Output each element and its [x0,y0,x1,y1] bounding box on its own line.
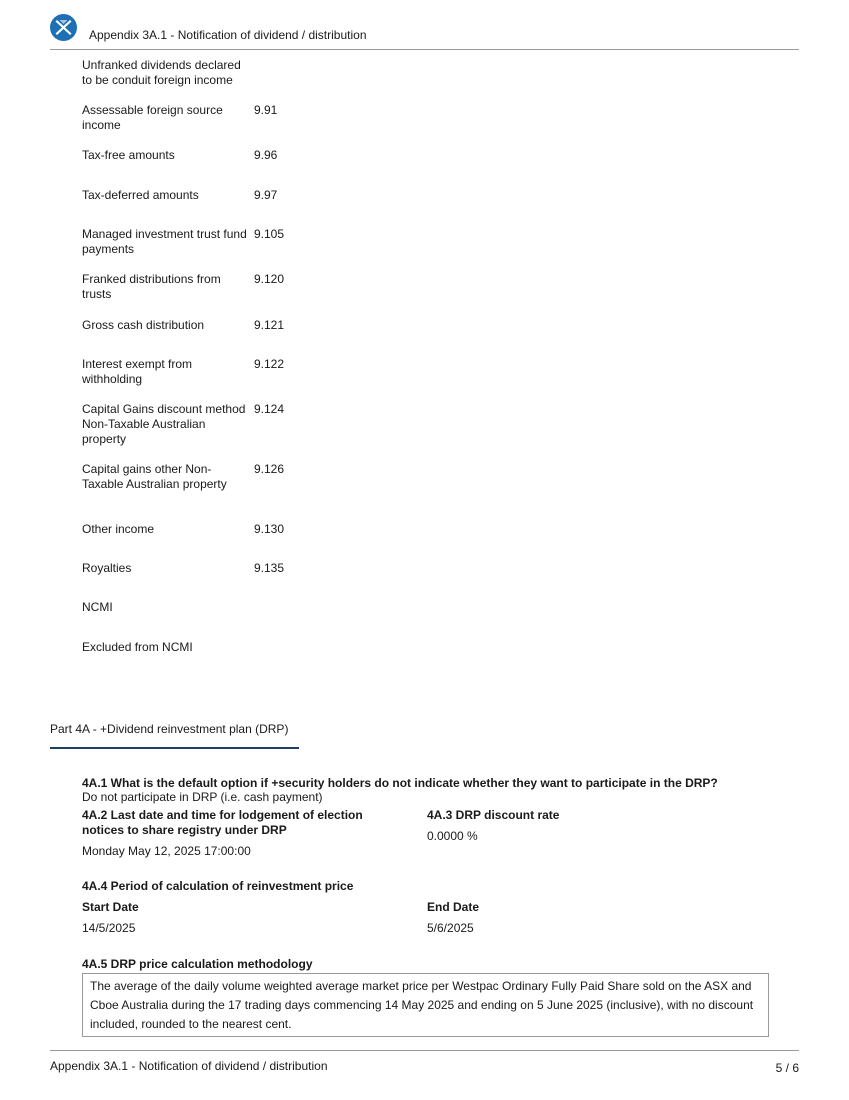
item-label: Other income [82,522,155,536]
item-code: 9.122 [254,357,285,371]
item-label: Excluded from NCMI [82,640,193,654]
item-code: 9.130 [254,522,285,536]
item-code: 9.91 [254,103,278,117]
item-label: Capital gains other Non-Taxable Australian property [82,462,227,491]
item-code: 9.96 [254,148,278,162]
item-code: 9.135 [254,561,285,575]
item-code: 9.126 [254,462,285,476]
q-4a2-label: 4A.2 Last date and time for lodgement of election notices to share registry under DRP [82,808,363,837]
item-label: Interest exempt from withholding [82,357,193,386]
q-4a5-label: 4A.5 DRP price calculation methodology [82,957,313,971]
header-divider [50,49,799,50]
item-label: Tax-deferred amounts [82,188,199,202]
item-label: Managed investment trust fund payments [82,227,247,256]
page-number: 5 / 6 [775,1061,799,1075]
end-date-value: 5/6/2025 [427,921,474,935]
item-label: Franked distributions from trusts [82,272,221,301]
q-4a3-label: 4A.3 DRP discount rate [427,808,560,822]
q-4a2-value: Monday May 12, 2025 17:00:00 [82,844,251,858]
item-label: Unfranked dividends declared to be conduit foreign income [82,58,241,87]
header-title: Appendix 3A.1 - Notification of dividend / distribution [89,28,367,42]
item-label: Assessable foreign source income [82,103,223,132]
item-code: 9.105 [254,227,285,241]
part-4a-title: Part 4A - +Dividend reinvestment plan (DRP) [50,722,289,736]
item-label: Tax-free amounts [82,148,175,162]
item-label: Gross cash distribution [82,318,205,332]
part-4a-underline [50,747,299,749]
asx-logo-icon [50,14,77,41]
item-code: 9.121 [254,318,285,332]
footer-divider [50,1050,799,1051]
item-code: 9.124 [254,402,285,416]
item-code: 9.97 [254,188,278,202]
item-label: Capital Gains discount method Non-Taxable Australian property [82,402,246,446]
start-date-label: Start Date [82,900,139,914]
q-4a1-value: Do not participate in DRP (i.e. cash payment) [82,790,323,804]
q-4a4-label: 4A.4 Period of calculation of reinvestment price [82,879,354,893]
end-date-label: End Date [427,900,480,914]
drp-methodology-text: The average of the daily volume weighted average market price per Westpac Ordinary Fully Paid Share sold on the ASX and Cboe Australia during the 17 trading days commencing 14 May 2025 and ending on 5 June 2025 (inclusive), with no discount included, rounded to the nearest cent. [82,973,769,1037]
q-4a1-label: 4A.1 What is the default option if +security holders do not indicate whether they want to participate in the DRP? [82,776,718,790]
footer-title: Appendix 3A.1 - Notification of dividend / distribution [50,1059,328,1073]
item-label: NCMI [82,600,113,614]
q-4a3-value: 0.0000 % [427,829,478,843]
item-code: 9.120 [254,272,285,286]
item-label: Royalties [82,561,132,575]
start-date-value: 14/5/2025 [82,921,136,935]
